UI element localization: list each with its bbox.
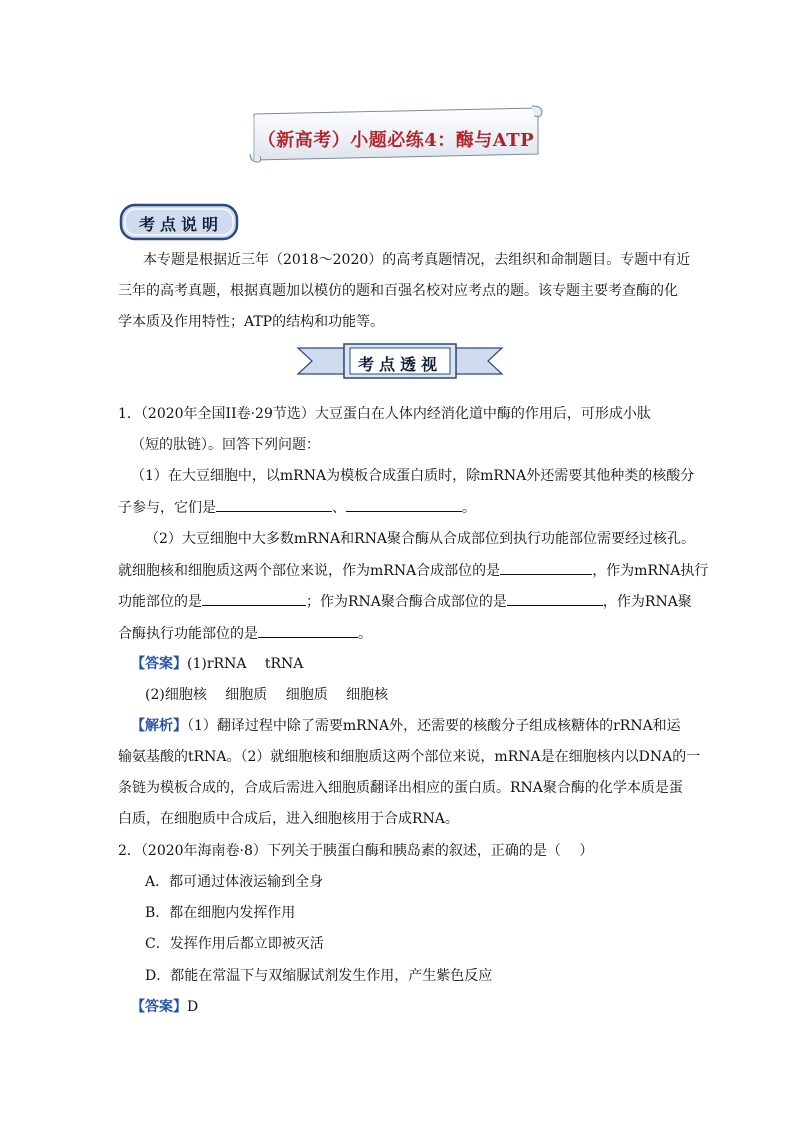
q1-part2-line-3 <box>118 591 692 612</box>
q1-analysis-line-2: 输氨基酸的tRNA。（2）就细胞核和细胞质这两个部位来说，mRNA是在细胞核内以DNA的一 <box>118 749 701 765</box>
q1-analysis-line-4: 白质，在细胞质中合成后，进入细胞核用于合成RNA。 <box>118 811 459 827</box>
q2-option-d: D．都能在常温下与双缩脲试剂发生作用，产生紫色反应 <box>145 968 493 984</box>
q1-part2-text: ；作为RNA聚合酶合成部位的是 <box>306 594 507 610</box>
q1-part2-text: 就细胞核和细胞质这两个部位来说，作为mRNA合成部位的是 <box>118 563 501 579</box>
answer-blank <box>500 560 592 575</box>
q1-analysis-line-3: 条链为模板合成的，合成后需进入细胞质翻译出相应的蛋白质。RNA聚合酶的化学本质是蛋 <box>118 780 683 796</box>
q1-part1-line-2 <box>118 497 476 518</box>
analysis-tag: 【解析】 <box>131 718 187 734</box>
period: 。 <box>462 500 476 516</box>
answer-tag: 【答案】 <box>131 656 187 672</box>
q1-part2-line-2 <box>118 560 708 581</box>
intro-line-2: 三年的高考真题，根据真题加以模仿的题和百强名校对应考点的题。该专题主要考查酶的化 <box>118 283 678 299</box>
q2-option-c: C．发挥作用后都立即被灭活 <box>145 936 324 952</box>
q1-part2-text: 功能部位的是 <box>118 594 202 610</box>
answer-blank <box>507 591 603 606</box>
badge-label-focus: 考点透视 <box>357 355 442 374</box>
q2-option-b: B．都在细胞内发挥作用 <box>145 905 296 921</box>
period: 。 <box>358 626 372 642</box>
q1-part1-line-1: （1）在大豆细胞中，以mRNA为模板合成蛋白质时，除mRNA外还需要其他种类的核酸分 <box>131 468 695 484</box>
q1-answer-line-1 <box>131 654 303 674</box>
q1-stem-line-2: （短的肽链）。回答下列问题： <box>131 437 320 453</box>
answer-blank <box>216 497 332 512</box>
q1-part1-text: 子参与，它们是 <box>118 500 216 516</box>
intro-line-1: 本专题是根据近三年（2018～2020）的高考真题情况，去组织和命制题目。专题中有近 <box>143 252 691 268</box>
section-badge-explain <box>118 202 240 242</box>
answer-blank <box>202 591 306 606</box>
q1-part2-line-4 <box>118 623 372 644</box>
q1-analysis-line-1 <box>131 716 681 736</box>
analysis-text: （1）翻译过程中除了需要mRNA外，还需要的核酸分子组成核糖体的rRNA和运 <box>187 718 681 734</box>
answer-tag: 【答案】 <box>131 999 187 1015</box>
answer-blank <box>346 497 462 512</box>
q1-part2-text: 合酶执行功能部位的是 <box>118 626 258 642</box>
q1-answer-1: (1)rRNA tRNA <box>187 656 304 672</box>
answer-blank <box>258 623 358 638</box>
q1-part2-text: ，作为RNA聚 <box>602 594 692 610</box>
intro-line-3: 学本质及作用特性；ATP的结构和功能等。 <box>118 314 385 330</box>
q2-option-a: A．都可通过体液运输到全身 <box>145 874 324 890</box>
separator: 、 <box>332 500 346 516</box>
title-banner <box>248 104 544 164</box>
q1-part2-text: ，作为mRNA执行 <box>592 563 709 579</box>
q1-stem-line-1: 1．（2020年全国II卷·29节选）大豆蛋白在人体内经消化道中酶的作用后，可形成小肽 <box>118 406 651 422</box>
section-badge-focus <box>296 342 504 380</box>
q2-answer: D <box>187 999 199 1015</box>
badge-label-explain: 考点说明 <box>138 215 223 234</box>
page-title: （新高考）小题必练4：酶与ATP <box>257 130 535 151</box>
q1-answer-2: (2)细胞核 细胞质 细胞质 细胞核 <box>145 687 389 703</box>
q2-stem: 2．（2020年海南卷·8）下列关于胰蛋白酶和胰岛素的叙述，正确的是（ ） <box>118 843 594 859</box>
q2-answer-line <box>131 997 198 1017</box>
q1-part2-line-1: （2）大豆细胞中大多数mRNA和RNA聚合酶从合成部位到执行功能部位需要经过核孔。 <box>145 531 695 547</box>
